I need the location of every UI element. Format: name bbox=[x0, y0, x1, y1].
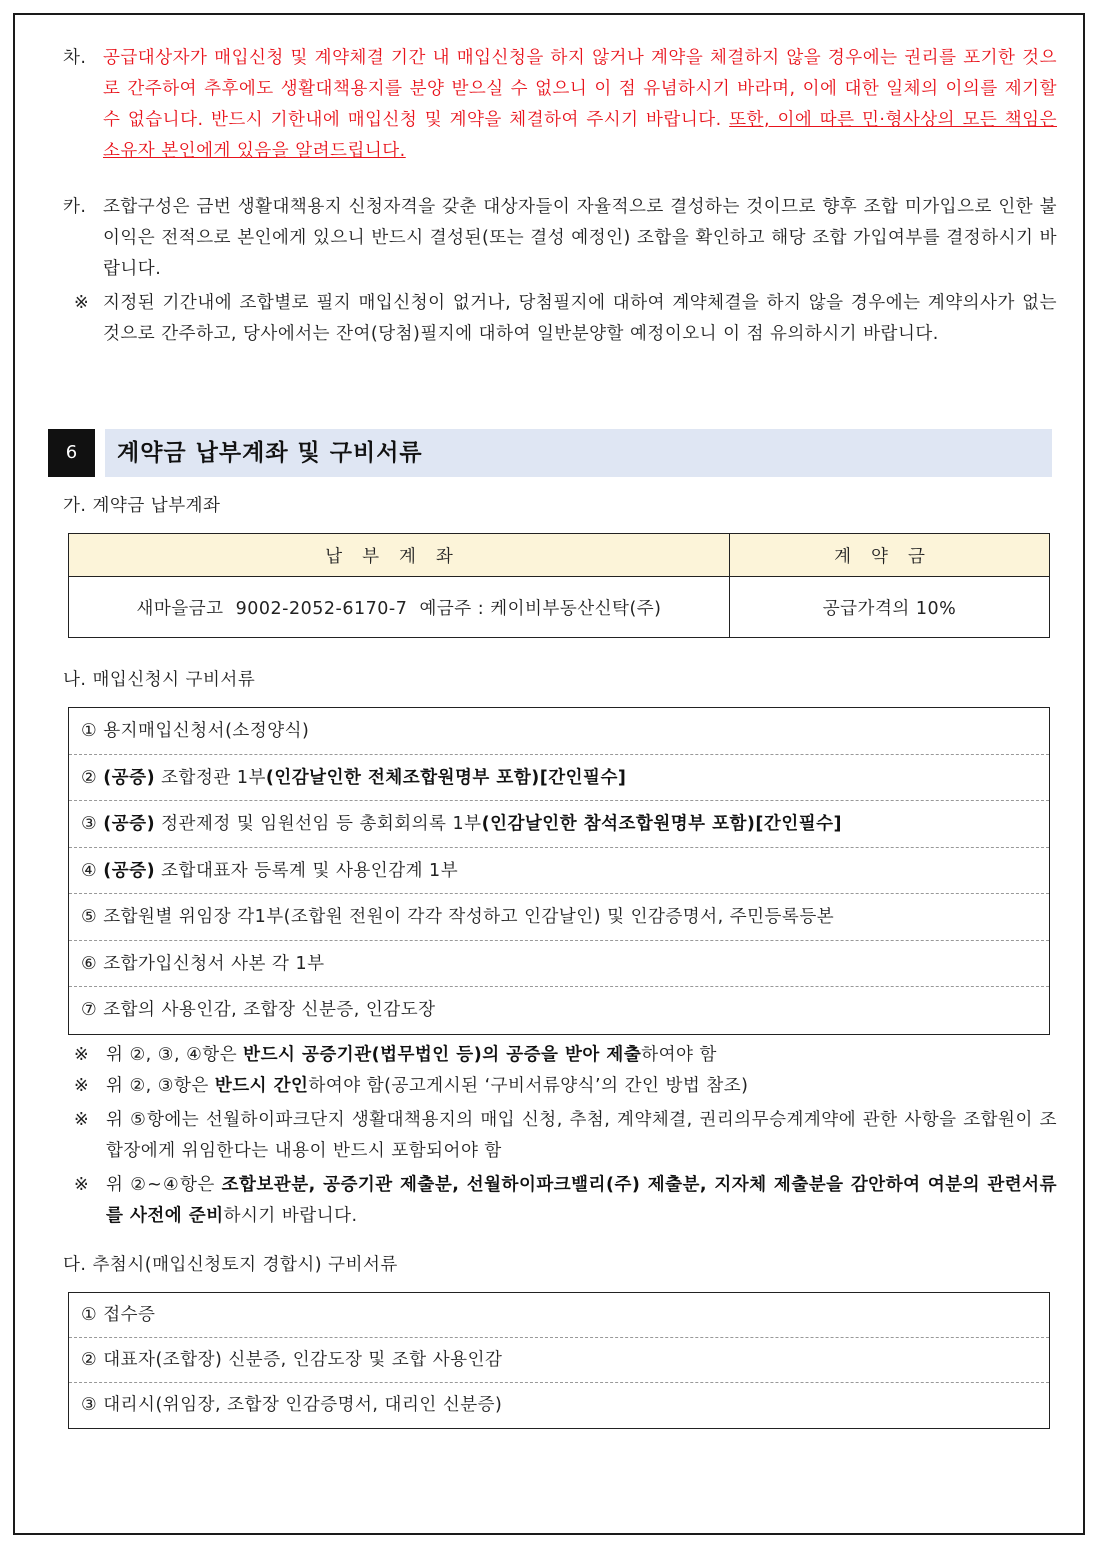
note-marker: ※ bbox=[74, 1175, 90, 1195]
list-item: ① 접수증 bbox=[69, 1293, 1049, 1338]
note-marker: ※ bbox=[74, 1045, 90, 1065]
documents-list bbox=[68, 707, 1050, 1035]
list-item: ⑤ 조합원별 위임장 각1부(조합원 전원이 각각 작성하고 인감날인) 및 인감증명서, 주민등록등본 bbox=[69, 894, 1049, 941]
item-bold: (인감날인한 전체조합원명부 포함)[간인필수] bbox=[265, 767, 627, 788]
note-text: 위 ⑤항에는 선월하이파크단지 생활대책용지의 매입 신청, 추첨, 계약체결, 권리의무승계계약에 관한 사항을 조합원이 조합장에게 위임한다는 내용이 반드시 포함되어야 함 bbox=[106, 1110, 1057, 1161]
section-title: 계약금 납부계좌 및 구비서류 bbox=[105, 429, 1052, 477]
item-number: ④ bbox=[81, 860, 104, 881]
list-item: ⑥ 조합가입신청서 사본 각 1부 bbox=[69, 941, 1049, 988]
section-number: 6 bbox=[48, 429, 95, 477]
note-marker: ※ bbox=[74, 1110, 90, 1130]
list-item: ② 대표자(조합장) 신분증, 인감도장 및 조합 사용인감 bbox=[69, 1338, 1049, 1383]
lottery-documents-list bbox=[68, 1292, 1050, 1429]
note-text: 하여야 함(공고게시된 ‘구비서류양식’의 간인 방법 참조) bbox=[308, 1076, 749, 1096]
note-marker: ※ bbox=[74, 1076, 90, 1096]
item-number: ③ bbox=[81, 814, 104, 834]
account-table bbox=[68, 533, 1050, 638]
warning-underlined-text: 또한, 이에 따른 민·형사상의 모든 책임은 소유자 본인에게 있음을 알려드립니다. bbox=[103, 110, 1057, 161]
paragraph-cha bbox=[63, 43, 1057, 167]
paragraph-text: 조합구성은 금번 생활대책용지 신청자격을 갖춘 대상자들이 자율적으로 결성하는 것이므로 향후 조합 미가입으로 인한 불이익은 전적으로 본인에게 있으니 반드시 결성된(또는 결성 예정인) 조합을 확인하고 해당 조합 가입여부를 결정하시기 바랍니다. bbox=[103, 197, 1057, 279]
header-account: 납부계좌 bbox=[69, 534, 730, 577]
paragraph-ka bbox=[63, 192, 1057, 285]
subheading-account: 가. 계약금 납부계좌 bbox=[63, 496, 221, 516]
note-text: 위 ②, ③항은 bbox=[106, 1076, 215, 1096]
note-marker: ※ bbox=[74, 293, 90, 313]
note-3 bbox=[74, 1105, 1057, 1167]
list-item bbox=[69, 848, 1049, 895]
paragraph-marker: 카. bbox=[63, 197, 87, 217]
account-number: 새마을금고 9002-2052-6170-7 예금주 : 케이비부동산신탁(주) bbox=[69, 577, 730, 638]
table-header-row bbox=[69, 534, 1050, 577]
subheading-documents: 나. 매입신청시 구비서류 bbox=[63, 670, 256, 690]
item-bold: (인감날인한 참석조합원명부 포함)[간인필수] bbox=[481, 814, 843, 834]
note-text: 하시기 바랍니다. bbox=[223, 1206, 358, 1226]
note-text: 지정된 기간내에 조합별로 필지 매입신청이 없거나, 당첨필지에 대하여 계약체결을 하지 않을 경우에는 계약의사가 없는 것으로 간주하고, 당사에서는 잔여(당첨)필지에 대하여 일반분양할 예정이오니 이 점 유의하시기 바랍니다. bbox=[103, 293, 1057, 344]
list-item bbox=[69, 801, 1049, 848]
table-row bbox=[69, 577, 1050, 638]
list-item: ③ 대리시(위임장, 조합장 인감증명서, 대리인 신분증) bbox=[81, 1395, 503, 1415]
item-bold: (공증) bbox=[103, 767, 156, 788]
note-text: 위 ②, ③, ④항은 bbox=[106, 1045, 244, 1065]
item-text: 조합정관 1부 bbox=[155, 767, 266, 788]
item-bold: (공증) bbox=[103, 860, 156, 881]
subheading-lottery: 다. 추첨시(매입신청토지 경합시) 구비서류 bbox=[63, 1255, 398, 1275]
deposit-amount: 공급가격의 10% bbox=[730, 577, 1050, 638]
note-text: 위 ②~④항은 bbox=[106, 1175, 222, 1195]
note-4 bbox=[74, 1170, 1057, 1232]
list-item bbox=[69, 755, 1049, 802]
note-2 bbox=[74, 1071, 1057, 1102]
list-item: ① 용지매입신청서(소정양식) bbox=[69, 708, 1049, 755]
section-header bbox=[48, 429, 1052, 477]
item-text: 정관제정 및 임원선임 등 총회회의록 1부 bbox=[155, 814, 482, 834]
note-1 bbox=[74, 1040, 1057, 1071]
paragraph-marker: 차. bbox=[63, 48, 87, 68]
note-bold: 조합보관분, 공증기관 제출분, 선월하이파크밸리(주) 제출분, 지자체 제출분을 감안하여 여분의 관련서류를 사전에 준비 bbox=[106, 1175, 1057, 1226]
item-number: ② bbox=[81, 767, 104, 788]
warning-text: 공급대상자가 매입신청 및 계약체결 기간 내 매입신청을 하지 않거나 계약을 체결하지 않을 경우에는 권리를 포기한 것으로 간주하여 추후에도 생활대책용지를 분양 받으실 수 없으니 이 점 유념하시기 바라며, 이에 대한 일체의 이의를 제기할 수 없습니다. 반드시 기한내에 매입신청 및 계약을 체결하여 주시기 바랍니다. bbox=[103, 48, 1057, 130]
list-item: ⑦ 조합의 사용인감, 조합장 신분증, 인감도장 bbox=[81, 1000, 436, 1020]
item-text: 조합대표자 등록계 및 사용인감계 1부 bbox=[155, 860, 459, 881]
item-bold: (공증) bbox=[103, 814, 156, 834]
note-text: 하여야 함 bbox=[641, 1045, 717, 1065]
note-bold: 반드시 공증기관(법무법인 등)의 공증을 받아 제출 bbox=[243, 1045, 642, 1065]
paragraph-note bbox=[74, 288, 1057, 350]
header-deposit: 계약금 bbox=[730, 534, 1050, 577]
note-bold: 반드시 간인 bbox=[214, 1076, 309, 1096]
